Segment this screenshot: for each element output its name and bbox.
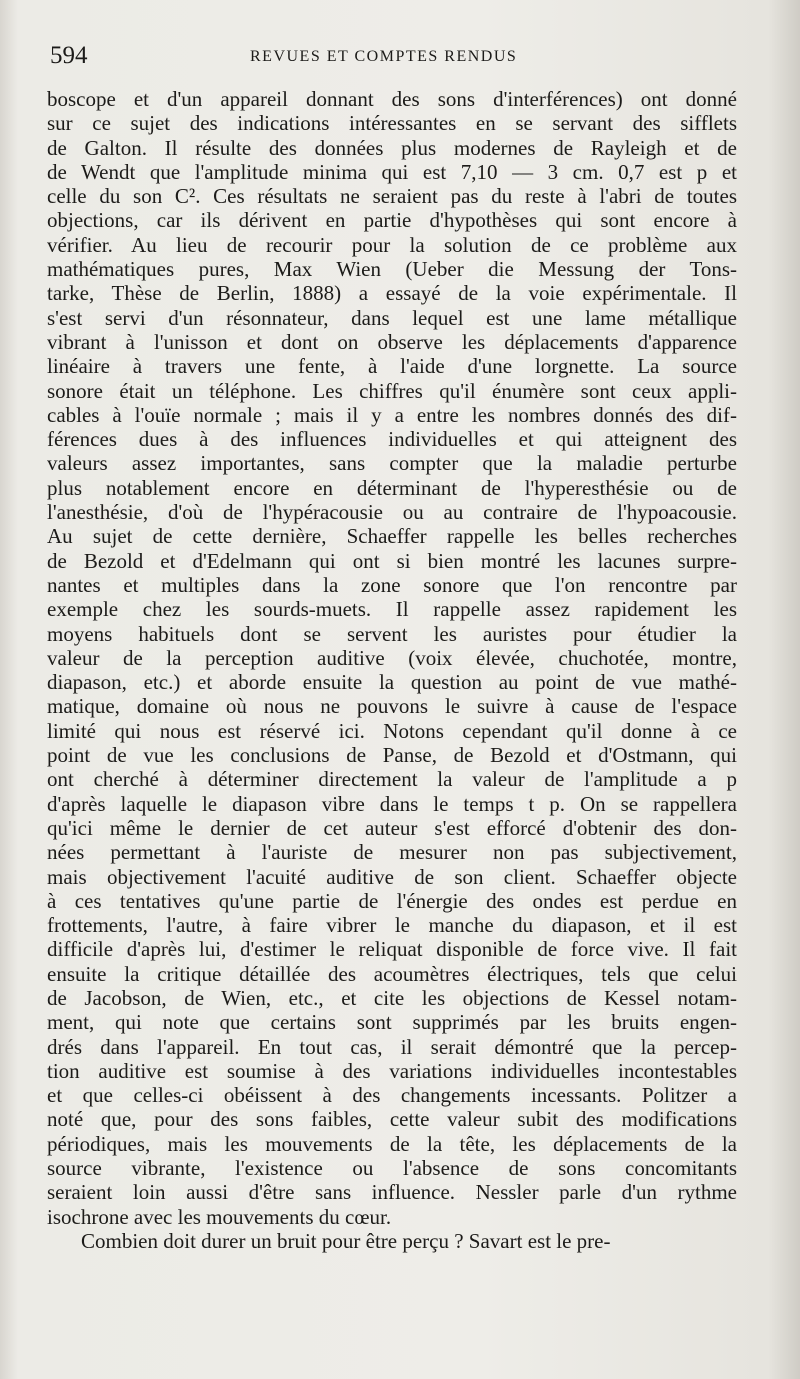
- text-line: et que celles-ci obéissent à des changements incessants. Politzer a: [47, 1083, 737, 1108]
- text-line: ment, qui note que certains sont supprimés par les bruits engen-: [47, 1010, 737, 1035]
- text-line: nantes et multiples dans la zone sonore que l'on rencontre par: [47, 572, 737, 597]
- text-line: ont cherché à déterminer directement la valeur de l'amplitude a p: [47, 767, 737, 792]
- text-line: celle du son C². Ces résultats ne seraient pas du reste à l'abri de toutes: [47, 184, 737, 209]
- text-line: de Galton. Il résulte des données plus modernes de Rayleigh et de: [47, 135, 737, 160]
- running-title: REVUES ET COMPTES RENDUS: [250, 48, 518, 65]
- text-line: cables à l'ouïe normale ; mais il y a entre les nombres donnés des dif-: [47, 402, 737, 427]
- text-line: matique, domaine où nous ne pouvons le suivre à cause de l'espace: [47, 694, 737, 719]
- text-line: de Wendt que l'amplitude minima qui est 7,10 — 3 cm. 0,7 est p et: [47, 159, 737, 184]
- text-line: nées permettant à l'auriste de mesurer non pas subjectivement,: [47, 840, 737, 865]
- text-line: objections, car ils dérivent en partie d'hypothèses qui sont encore à: [47, 208, 737, 233]
- body-text: [47, 87, 737, 1253]
- text-line: sonore était un téléphone. Les chiffres qu'il énumère sont ceux appli-: [47, 378, 737, 403]
- text-line: noté que, pour des sons faibles, cette valeur subit des modifications: [47, 1107, 737, 1132]
- text-line: limité qui nous est réservé ici. Notons cependant qu'il donne à ce: [47, 718, 737, 743]
- page-number: 594: [50, 42, 88, 69]
- text-line: d'après laquelle le diapason vibre dans le temps t p. On se rappellera: [47, 791, 737, 816]
- text-line: Au sujet de cette dernière, Schaeffer rappelle les belles recherches: [47, 524, 737, 549]
- text-line: vérifier. Au lieu de recourir pour la solution de ce problème aux: [47, 232, 737, 257]
- text-line: ensuite la critique détaillée des acoumètres électriques, tels que celui: [47, 961, 737, 986]
- text-line: valeurs assez importantes, sans compter que la maladie perturbe: [47, 451, 737, 476]
- text-line: valeur de la perception auditive (voix élevée, chuchotée, montre,: [47, 645, 737, 670]
- text-line: exemple chez les sourds-muets. Il rappelle assez rapidement les: [47, 597, 737, 622]
- text-line: vibrant à l'unisson et dont on observe les déplacements d'apparence: [47, 329, 737, 354]
- text-line: à ces tentatives qu'une partie de l'énergie des ondes est perdue en: [47, 888, 737, 913]
- text-line: seraient loin aussi d'être sans influence. Nessler parle d'un rythme: [47, 1180, 737, 1205]
- text-line: Combien doit durer un bruit pour être perçu ? Savart est le pre-: [81, 1228, 611, 1253]
- text-line: linéaire à travers une fente, à l'aide d'une lorgnette. La source: [47, 354, 737, 379]
- text-line: moyens habituels dont se servent les auristes pour étudier la: [47, 621, 737, 646]
- text-line: sur ce sujet des indications intéressantes en se servant des sifflets: [47, 111, 737, 136]
- text-line: diapason, etc.) et aborde ensuite la question au point de vue mathé-: [47, 670, 737, 695]
- text-line: l'anesthésie, d'où de l'hypéracousie ou au contraire de l'hypoacousie.: [47, 500, 737, 525]
- text-line: mathématiques pures, Max Wien (Ueber die Messung der Tons-: [47, 257, 737, 282]
- text-line: plus notablement encore en déterminant de l'hyperesthésie ou de: [47, 475, 737, 500]
- text-line: s'est servi d'un résonnateur, dans lequel est une lame métallique: [47, 305, 737, 330]
- text-line: tarke, Thèse de Berlin, 1888) a essayé de la voie expérimentale. Il: [47, 281, 737, 306]
- text-line: source vibrante, l'existence ou l'absence de sons concomitants: [47, 1156, 737, 1181]
- text-line: qu'ici même le dernier de cet auteur s'est efforcé d'obtenir des don-: [47, 815, 737, 840]
- text-line: isochrone avec les mouvements du cœur.: [47, 1204, 392, 1229]
- text-line: point de vue les conclusions de Panse, de Bezold et d'Ostmann, qui: [47, 743, 737, 768]
- text-line: périodiques, mais les mouvements de la tête, les déplacements de la: [47, 1131, 737, 1156]
- text-line: tion auditive est soumise à des variations individuelles incontestables: [47, 1058, 737, 1083]
- text-line: de Bezold et d'Edelmann qui ont si bien montré les lacunes surpre-: [47, 548, 737, 573]
- page-header: [0, 42, 800, 76]
- text-line: frottements, l'autre, à faire vibrer le manche du diapason, et il est: [47, 913, 737, 938]
- text-line: de Jacobson, de Wien, etc., et cite les objections de Kessel notam-: [47, 985, 737, 1010]
- text-line: mais objectivement l'acuité auditive de son client. Schaeffer objecte: [47, 864, 737, 889]
- text-line: férences dues à des influences individuelles et qui atteignent des: [47, 427, 737, 452]
- text-line: boscope et d'un appareil donnant des sons d'interférences) ont donné: [47, 87, 737, 111]
- text-line: drés dans l'appareil. En tout cas, il serait démontré que la percep-: [47, 1034, 737, 1059]
- text-line: difficile d'après lui, d'estimer le reliquat disponible de force vive. Il fait: [47, 937, 737, 962]
